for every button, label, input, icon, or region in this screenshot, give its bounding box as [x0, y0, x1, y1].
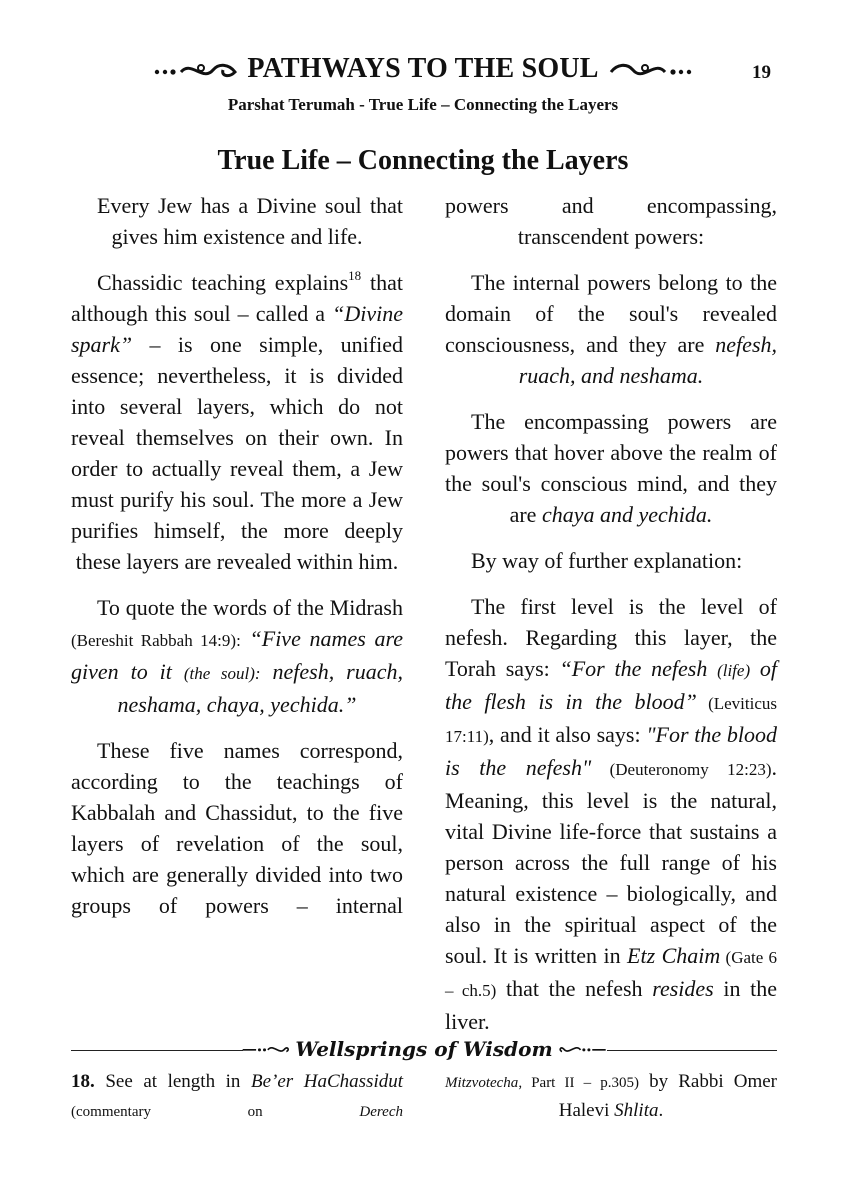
- footnote-right: Mitzvotecha, Part II – p.305) by Rabbi Omer Halevi Shlita.: [445, 1071, 777, 1121]
- paragraph: powers and encompassing, transcendent powers:: [445, 193, 777, 249]
- left-flourish-icon: [151, 54, 241, 84]
- paragraph: By way of further explanation:: [471, 548, 743, 573]
- right-flourish-icon: [605, 54, 695, 84]
- running-header: [128, 52, 718, 86]
- paragraph: The internal powers belong to the domain of the soul's revealed consciousness, and they are nefesh, ruach, and neshama.: [445, 270, 777, 388]
- divider-rule: [71, 1050, 243, 1051]
- divider-rule: [607, 1050, 777, 1051]
- footnote-left: 18. See at length in Be’er HaChassidut (commentary on Derech: [71, 1071, 403, 1120]
- divider-text: Wellsprings of Wisdom: [295, 1037, 553, 1061]
- paragraph: To quote the words of the Midrash (Bereshit Rabbah 14:9): “Five names are given to it (the soul): nefesh, ruach, neshama, chaya, yechida.”: [71, 595, 404, 717]
- paragraph: Every Jew has a Divine soul that gives him existence and life.: [97, 193, 403, 249]
- right-small-flourish-icon: [557, 1039, 607, 1059]
- footer-divider: [71, 1034, 777, 1064]
- article-title: True Life – Connecting the Layers: [217, 145, 629, 176]
- page-number: 19: [752, 62, 771, 83]
- publication-title: PATHWAYS TO THE SOUL: [247, 53, 599, 84]
- paragraph: The encompassing powers are powers that hover above the realm of the soul's conscious mind, and they are chaya and yechida.: [445, 409, 777, 527]
- divider-label: [241, 1034, 607, 1064]
- left-column: [71, 190, 403, 936]
- paragraph: Chassidic teaching explains$^{18}$ that although this soul – called a “Divine spark” – is one simple, unified essence; nevertheless, it is divided into several layers, which do not reveal themselves on their own. In order to actually reveal them, a Jew must purify his soul. The more a Jew purifies himself, the more deeply these layers are revealed within him.: [71, 268, 403, 574]
- footnote-number: 18.: [71, 1071, 95, 1092]
- paragraph: The first level is the level of nefesh. Regarding this layer, the Torah says: “For the nefesh (life) of the flesh is in the blood” (Leviticus 17:11), and it also says: "For the blood is the nefesh" (Deuteronomy 12:23). Meaning, this level is the natural, vital Divine life-force that sustains a person across the full range of his natural existence – biologically, and also in the spiritual aspect of the soul. It is written in Etz Chaim (Gate 6 – ch.5) that the nefesh resides in the liver.: [445, 594, 777, 1034]
- left-small-flourish-icon: [241, 1039, 291, 1059]
- running-subtitle: Parshat Terumah - True Life – Connecting the Layers: [227, 95, 619, 114]
- footnote-ref: 18: [348, 268, 362, 283]
- right-column: [445, 190, 777, 1052]
- paragraph: These five names correspond, according to the teachings of Kabbalah and Chassidut, to the five layers of revelation of the soul, which are generally divided into two groups of powers – internal: [71, 738, 403, 918]
